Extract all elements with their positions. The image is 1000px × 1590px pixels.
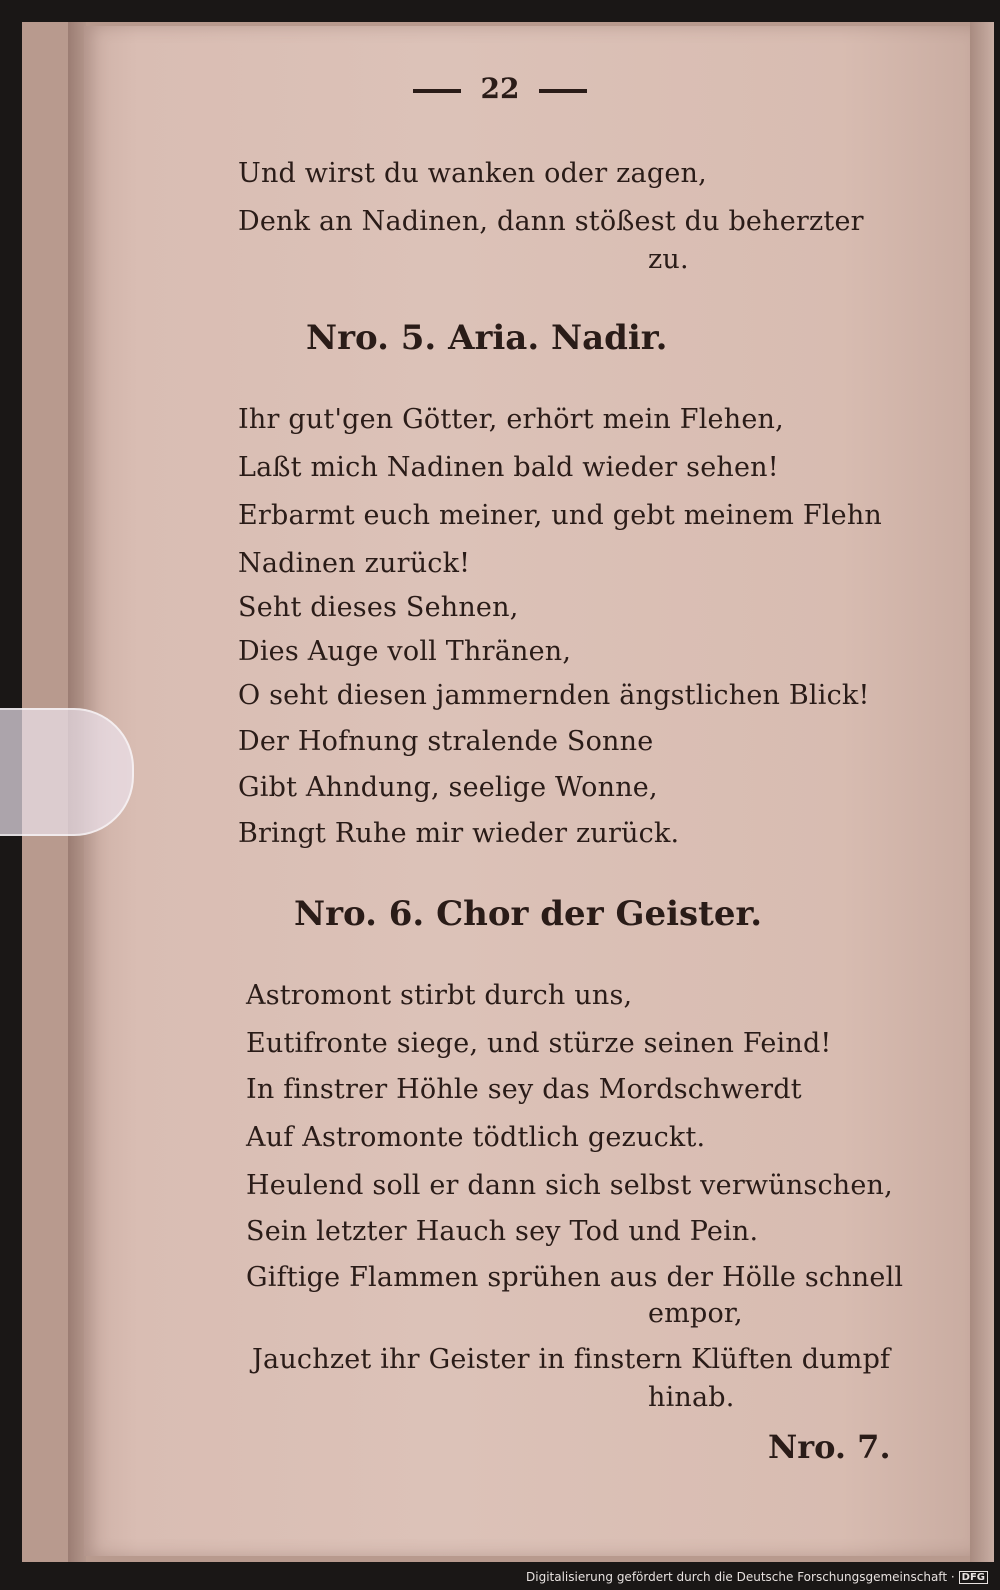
verse-line: hinab. <box>648 1382 735 1413</box>
verse-line: Nadinen zurück! <box>238 548 471 579</box>
verse-line: Und wirst du wanken oder zagen, <box>238 158 707 189</box>
bookmark-tab <box>0 708 134 836</box>
verse-line: zu. <box>648 244 689 275</box>
verse-line: Sein letzter Hauch sey Tod und Pein. <box>246 1216 759 1247</box>
verse-line: Dies Auge voll Thränen, <box>238 636 572 667</box>
verse-line: Auf Astromonte tödtlich gezuckt. <box>246 1122 706 1153</box>
dash-left <box>413 89 461 93</box>
footer-credit <box>526 1570 988 1584</box>
section-heading: Nro. 6. Chor der Geister. <box>294 894 763 934</box>
catchword: Nro. 7. <box>768 1428 891 1466</box>
verse-line: Seht dieses Sehnen, <box>238 592 519 623</box>
verse-line: Erbarmt euch meiner, und gebt meinem Flehn <box>238 500 883 531</box>
page-number-value: 22 <box>480 72 520 105</box>
next-page-edge <box>970 22 994 1562</box>
page-number <box>0 72 1000 105</box>
footer-text: Digitalisierung gefördert durch die Deutsche Forschungsgemeinschaft · <box>526 1570 955 1584</box>
verse-line: In finstrer Höhle sey das Mordschwerdt <box>246 1074 802 1105</box>
verse-line: empor, <box>648 1298 743 1329</box>
verse-line: O seht diesen jammernden ängstlichen Blick! <box>238 680 870 711</box>
dfg-logo: DFG <box>959 1571 988 1584</box>
verse-line: Laßt mich Nadinen bald wieder sehen! <box>238 452 779 483</box>
dash-right <box>539 89 587 93</box>
verse-line: Denk an Nadinen, dann stößest du beherzter <box>238 206 864 237</box>
verse-line: Bringt Ruhe mir wieder zurück. <box>238 818 680 849</box>
verse-line: Ihr gut'gen Götter, erhört mein Flehen, <box>238 404 784 435</box>
verse-line: Eutifronte siege, und stürze seinen Feind! <box>246 1028 832 1059</box>
verse-line: Astromont stirbt durch uns, <box>246 980 633 1011</box>
verse-line: Heulend soll er dann sich selbst verwünschen, <box>246 1170 893 1201</box>
verse-line: Giftige Flammen sprühen aus der Hölle schnell <box>246 1262 904 1293</box>
verse-line: Gibt Ahndung, seelige Wonne, <box>238 772 658 803</box>
section-heading: Nro. 5. Aria. Nadir. <box>306 318 668 358</box>
verse-line: Jauchzet ihr Geister in finstern Klüften dumpf <box>252 1344 891 1375</box>
verse-line: Der Hofnung stralende Sonne <box>238 726 654 757</box>
